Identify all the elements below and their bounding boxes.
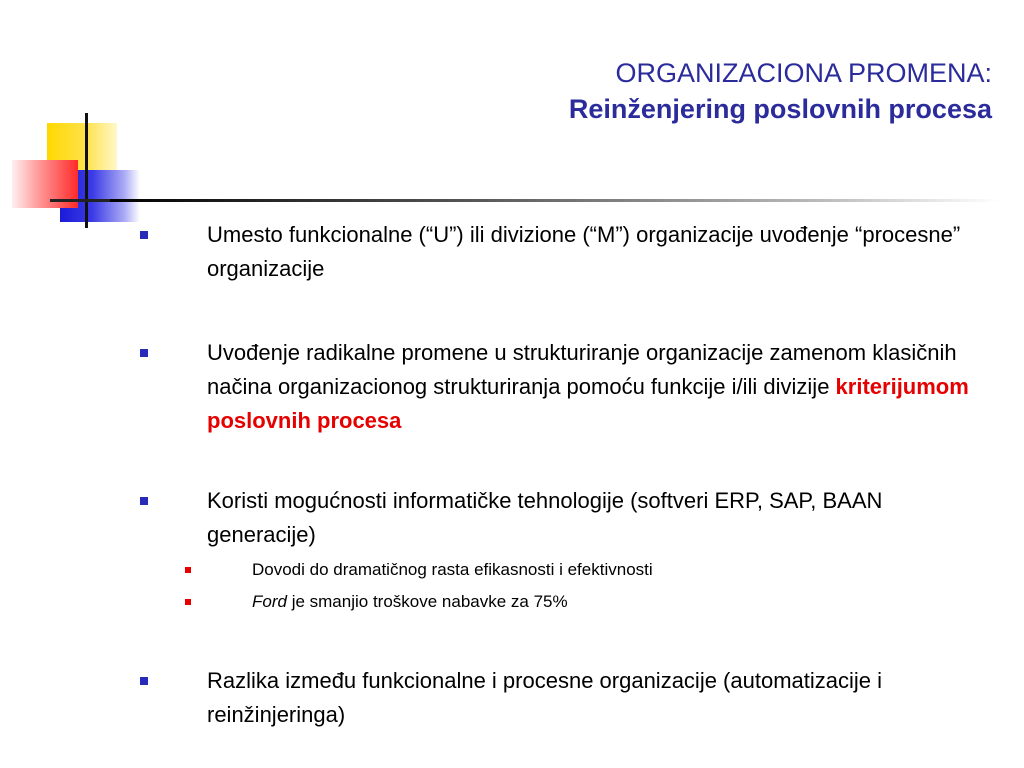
bullet-highlight-text: kriterijumom poslovnih procesa — [207, 374, 969, 433]
title-line-1: ORGANIZACIONA PROMENA: — [615, 58, 992, 88]
bullet-text: Razlika između funkcionalne i procesne organizacije (automatizacije i reinžinjeringa) — [207, 668, 883, 727]
square-bullet-icon — [140, 349, 148, 357]
bullet-item — [207, 218, 997, 286]
bullet-item — [207, 484, 997, 552]
sub-bullet-text: je smanjio troškove nabavke za 75% — [286, 592, 568, 611]
sub-bullet-text: Dovodi do dramatičnog rasta efikasnosti i efektivnosti — [252, 560, 653, 579]
square-sub-bullet-icon — [185, 567, 191, 573]
square-sub-bullet-icon — [185, 599, 191, 605]
square-bullet-icon — [140, 497, 148, 505]
bullet-text: Koristi mogućnosti informatičke tehnologije (softveri ERP, SAP, BAAN generacije) — [207, 488, 883, 547]
title-line-2: Reinženjering poslovnih procesa — [568, 94, 992, 124]
square-bullet-icon — [140, 231, 148, 239]
bullet-text: Uvođenje radikalne promene u strukturiranje organizacije zamenom klasičnih načina organizacionog strukturiranja pomoću funkcije i/ili divizije — [207, 340, 957, 399]
sub-bullet-item — [252, 589, 992, 615]
sub-bullet-italic-text: Ford — [252, 592, 287, 611]
bullet-text: Umesto funkcionalne (“U”) ili divizione (“M”) organizacije uvođenje “procesne” organizacije — [207, 222, 961, 281]
bullet-item — [207, 336, 997, 438]
square-bullet-icon — [140, 677, 148, 685]
sub-bullet-item — [252, 557, 992, 583]
bullet-item — [207, 664, 997, 732]
